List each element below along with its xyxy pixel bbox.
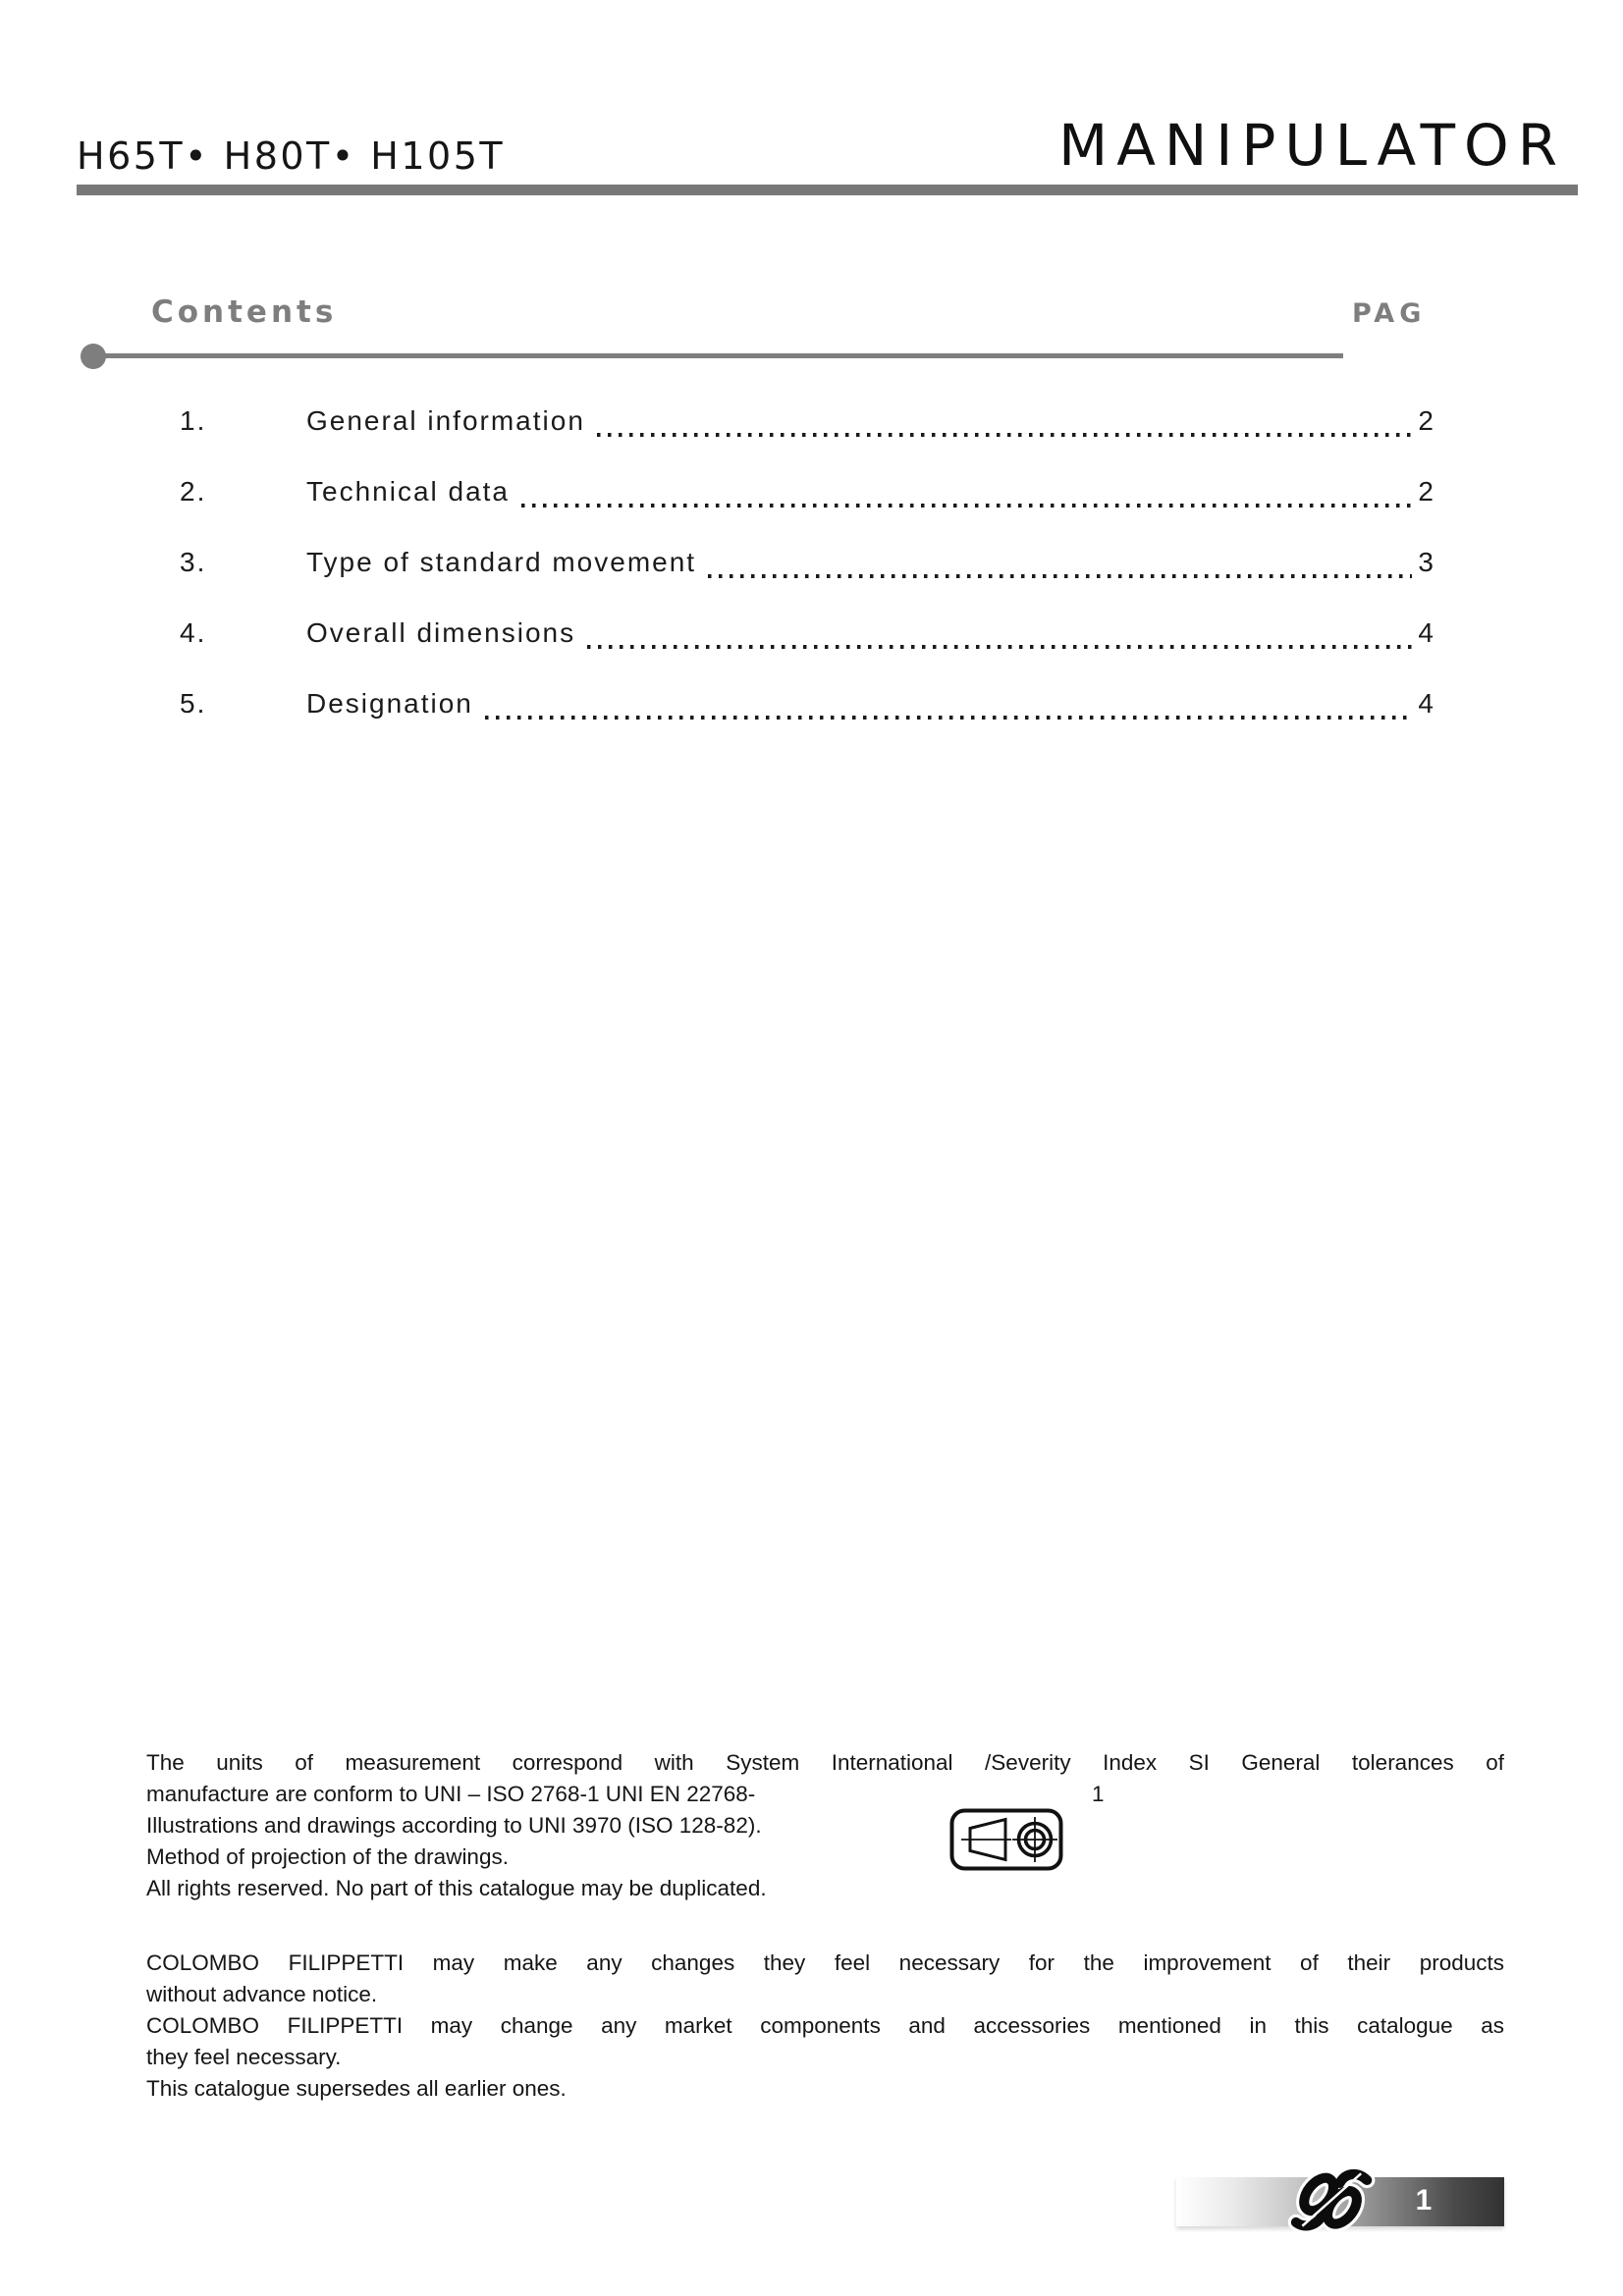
toc-item-number: 4.: [180, 617, 207, 648]
note-line: All rights reserved. No part of this catalogue may be duplicated.: [146, 1876, 767, 1900]
note-line: COLOMBO FILIPPETTI may make any changes they feel necessary for the improvement of their products: [146, 1950, 1504, 1975]
note-line: COLOMBO FILIPPETTI may change any market components and accessories mentioned in this catalogue as: [146, 2013, 1504, 2038]
toc-row: [180, 546, 1435, 583]
paragraph-gap: [146, 1904, 1504, 1948]
page-title: MANIPULATOR: [1058, 112, 1566, 179]
toc-item-page: 2: [1418, 476, 1435, 507]
note-line-text: manufacture are conform to UNI – ISO 2768-1 UNI EN 22768-: [146, 1782, 756, 1806]
toc-item-page: 4: [1418, 617, 1435, 648]
toc-item-number: 2.: [180, 476, 207, 507]
toc-leader-dots: [708, 574, 1412, 578]
note-line: This catalogue supersedes all earlier ones.: [146, 2076, 567, 2101]
note-line: Illustrations and drawings according to UNI 3970 (ISO 128-82).: [146, 1813, 762, 1838]
note-line: without advance notice.: [146, 1982, 378, 2006]
note-line: Method of projection of the drawings.: [146, 1844, 509, 1869]
toc-item-page: 2: [1418, 405, 1435, 436]
iso-standard-suffix: 1: [1092, 1782, 1105, 1806]
note-line: they feel necessary.: [146, 2045, 342, 2069]
toc-row: [180, 475, 1435, 512]
toc-leader-dots: [485, 716, 1413, 720]
header-rule: [77, 185, 1578, 195]
model-codes: H65T• H80T• H105T: [77, 134, 506, 178]
note-line: The units of measurement correspond with System International /Severity Index SI General tolerances of: [146, 1750, 1504, 1775]
toc-item-page: 3: [1418, 547, 1435, 577]
note-line: [146, 1779, 1504, 1810]
toc-item-number: 5.: [180, 688, 207, 719]
first-angle-projection-icon: [949, 1808, 1063, 1871]
toc-row: [180, 687, 1435, 724]
heading-rule: [93, 353, 1343, 358]
legal-notes: [146, 1747, 1504, 2105]
toc-item-number: 1.: [180, 405, 207, 436]
toc-item-label: Type of standard movement: [306, 547, 697, 577]
toc-item-label: Technical data: [306, 476, 511, 507]
toc-item-label: Overall dimensions: [306, 617, 576, 648]
toc-item-label: Designation: [306, 688, 473, 719]
toc-leader-dots: [587, 645, 1412, 649]
toc-item-label: General information: [306, 405, 585, 436]
page-number: 1: [1415, 2184, 1433, 2216]
footer-bar: [1176, 2177, 1504, 2226]
toc-leader-dots: [597, 433, 1413, 437]
colombo-filippetti-logo-icon: [1284, 2161, 1379, 2241]
toc-row: [180, 404, 1435, 442]
toc-leader-dots: [521, 504, 1412, 507]
contents-heading: Contents: [151, 294, 338, 330]
toc-item-page: 4: [1418, 688, 1435, 719]
toc-row: [180, 616, 1435, 654]
page-column-label: PAG: [1352, 298, 1427, 329]
toc-item-number: 3.: [180, 547, 207, 577]
